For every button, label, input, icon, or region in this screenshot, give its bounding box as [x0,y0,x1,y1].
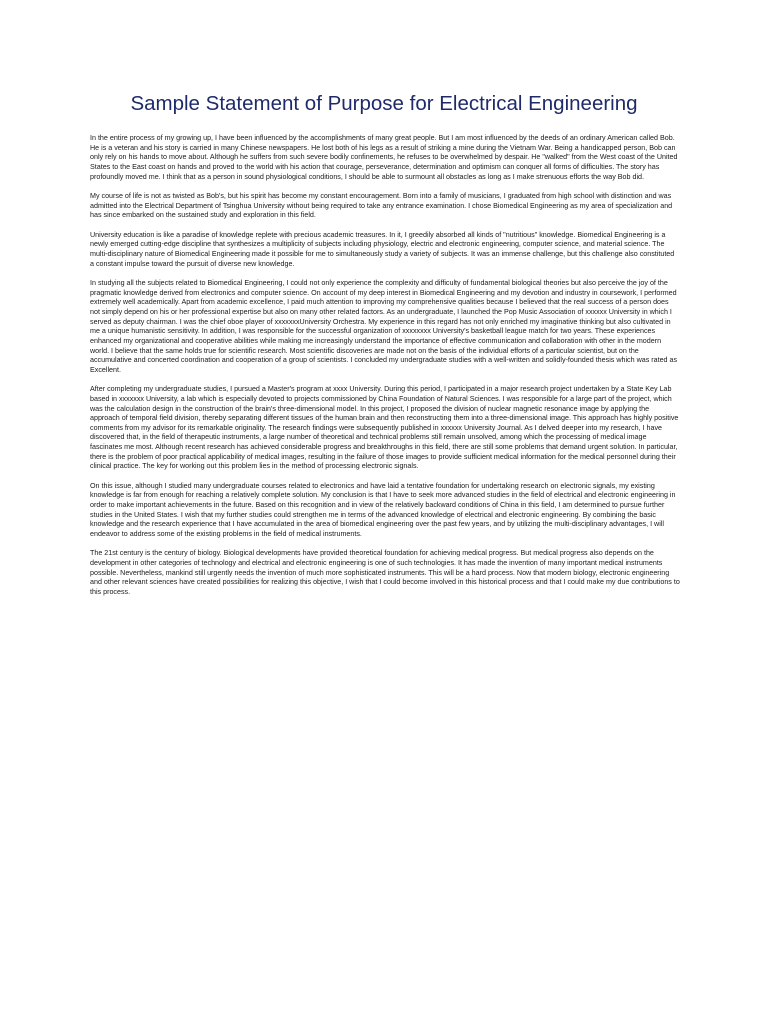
paragraph-7: The 21st century is the century of biology. Biological developments have provided theoretical foundation for achieving medical progress. But medical progress also depends on the development in other categories of technology and electrical and electronic engineering is one of such technologies. It has made the invention of many important medical instruments possible. Nevertheless, mankind still urgently needs the invention of much more sophisticated instruments. This will be a hard process. Now that modern biology, electronic engineering and other relevant sciences have created possibilities for realizing this objective, I wish that I could become involved in this historical process and that I could make my due contributions to this process. [90,549,680,597]
paragraph-5: After completing my undergraduate studies, I pursued a Master's program at xxxx University. During this period, I participated in a major research project undertaken by a State Key Lab based in xxxxxxx University, a lab which is especially devoted to projects commissioned by China Foundation of Natural Sciences. I was responsible for a large part of the project, which was the calculation design in the construction of the brain's three-dimensional model. In this project, I proposed the division of nuclear magnetic resonance image by applying the approach of temporal field division, thereby separating different tissues of the human brain and then reconstructing them into a three-dimensional image. This approach has highly positive comments from my advisor for its remarkable originality. The research findings were subsequently published in xxxxxx University Journal. As I delved deeper into my research, I have discovered that, in the field of therapeutic instruments, a large number of theoretical and technical problems still remain unsolved, among which the processing of medical image fascinates me most. Although recent research has achieved considerable progress and breakthroughs in this field, there are still some problems that demand urgent solution. In particular, there is the problem of poor practical applicability of medical images, resulting in the failure of those images to provide sufficient medical information for the medical personnel during their clinical practice. The key for working out this problem lies in the method of processing electronic signals. [90,385,679,471]
document-title: Sample Statement of Purpose for Electrical Engineering [130,92,638,115]
paragraph-6: On this issue, although I studied many undergraduate courses related to electronics and have laid a tentative foundation for undertaking research on electronic signals, my existing knowledge is far from enough for reaching a relatively complete solution. My conclusion is that I have to seek more advanced studies in the field of electrical and electronic engineering in order to make important achievements in the future. Based on this recognition and in view of the relatively backward conditions of China in this field, I am determined to pursue further studies in the United States. I wish that my further studies could strengthen me in terms of the advanced knowledge of electrical and electronic engineering. By combining the basic knowledge and the research experience that I have accumulated in the area of biomedical engineering over the past few years, and by utilizing the multi-disciplinary advantages, I will endeavor to address some of the existing problems in the field of medical instruments. [90,481,676,539]
document-body [90,134,680,607]
paragraph-1: In the entire process of my growing up, I have been influenced by the accomplishments of many great people. But I am most influenced by the deeds of an ordinary American called Bob. He is a veteran and his story is carried in many Chinese newspapers. He lost both of his legs as a result of striking a mine during the Vietnam War. Being a handicapped person, Bob can only rely on his hands to move about. Although he suffers from such severe bodily confinements, he refuses to be overwhelmed by despair. He "walked" from the West coast of the United States to the East coast on hands and proved to the world with his action that courage, perseverance, determination and optimism can conquer all forms of difficulties. The story has profoundly moved me. I think that as a person in sound physiological conditions, I should be able to surmount all obstacles as long as I make strenuous efforts the way Bob did. [90,134,678,181]
paragraph-2: My course of life is not as twisted as Bob's, but his spirit has become my constant encouragement. Born into a family of musicians, I graduated from high school with distinction and was admitted into the Electrical Department of Tsinghua University without being required to take any entrance examination. I chose Biomedical Engineering as my area of specialization and has since embarked on the sustained study and exploration in this field. [90,191,673,220]
paragraph-3: University education is like a paradise of knowledge replete with precious academic treasures. In it, I greedily absorbed all kinds of "nutritious" knowledge. Biomedical Engineering is a newly emerged cutting-edge discipline that synthesizes a multiplicity of subjects including physiology, electric and electronic engineering, computer science, and material science. The multi-disciplinary nature of Biomedical Engineering made it possible for me to simultaneously study a variety of subjects. It was an immense challenge, but this challenge also constituted a constant impulse toward the pursuit of diverse new knowledge. [90,230,675,268]
paragraph-4: In studying all the subjects related to Biomedical Engineering, I could not only experience the complexity and difficulty of fundamental biological theories but also perceive the joy of the pragmatic knowledge derived from electronics and computer science. On account of my deep interest in Biomedical Engineering and my devotion and industry in coursework, I performed extremely well academically. Apart from academic excellence, I paid much attention to improving my comprehensive qualities because I believed that the real success of a person does not simply depend on his or her professional expertise but also on many other related factors. As an undergraduate, I launched the Pop Music Association of xxxxxx University in which I served as deputy chairman. I was the chief oboe player of xxxxxxxUniversity Orchestra. My experience in this regard has not only enriched my imaginative thinking but also cultivated in me a unique humanistic sensitivity. In addition, I was responsible for the successful organization of xxxxxxxx University's basketball league match for two years. These experiences enhanced my organizational and cooperative abilities while making me increasingly understand the importance of effective communication and collaboration with other in the modern world. I believe that the same holds true for scientific research. Most scientific discoveries are made not on the basis of the individual efforts of a particular scientist, but on the accumulative and concerted coordination and cooperation of a group of scientists. I concluded my undergraduate studies with a well-written and solidly-founded thesis which was rated as Excellent. [90,278,678,374]
